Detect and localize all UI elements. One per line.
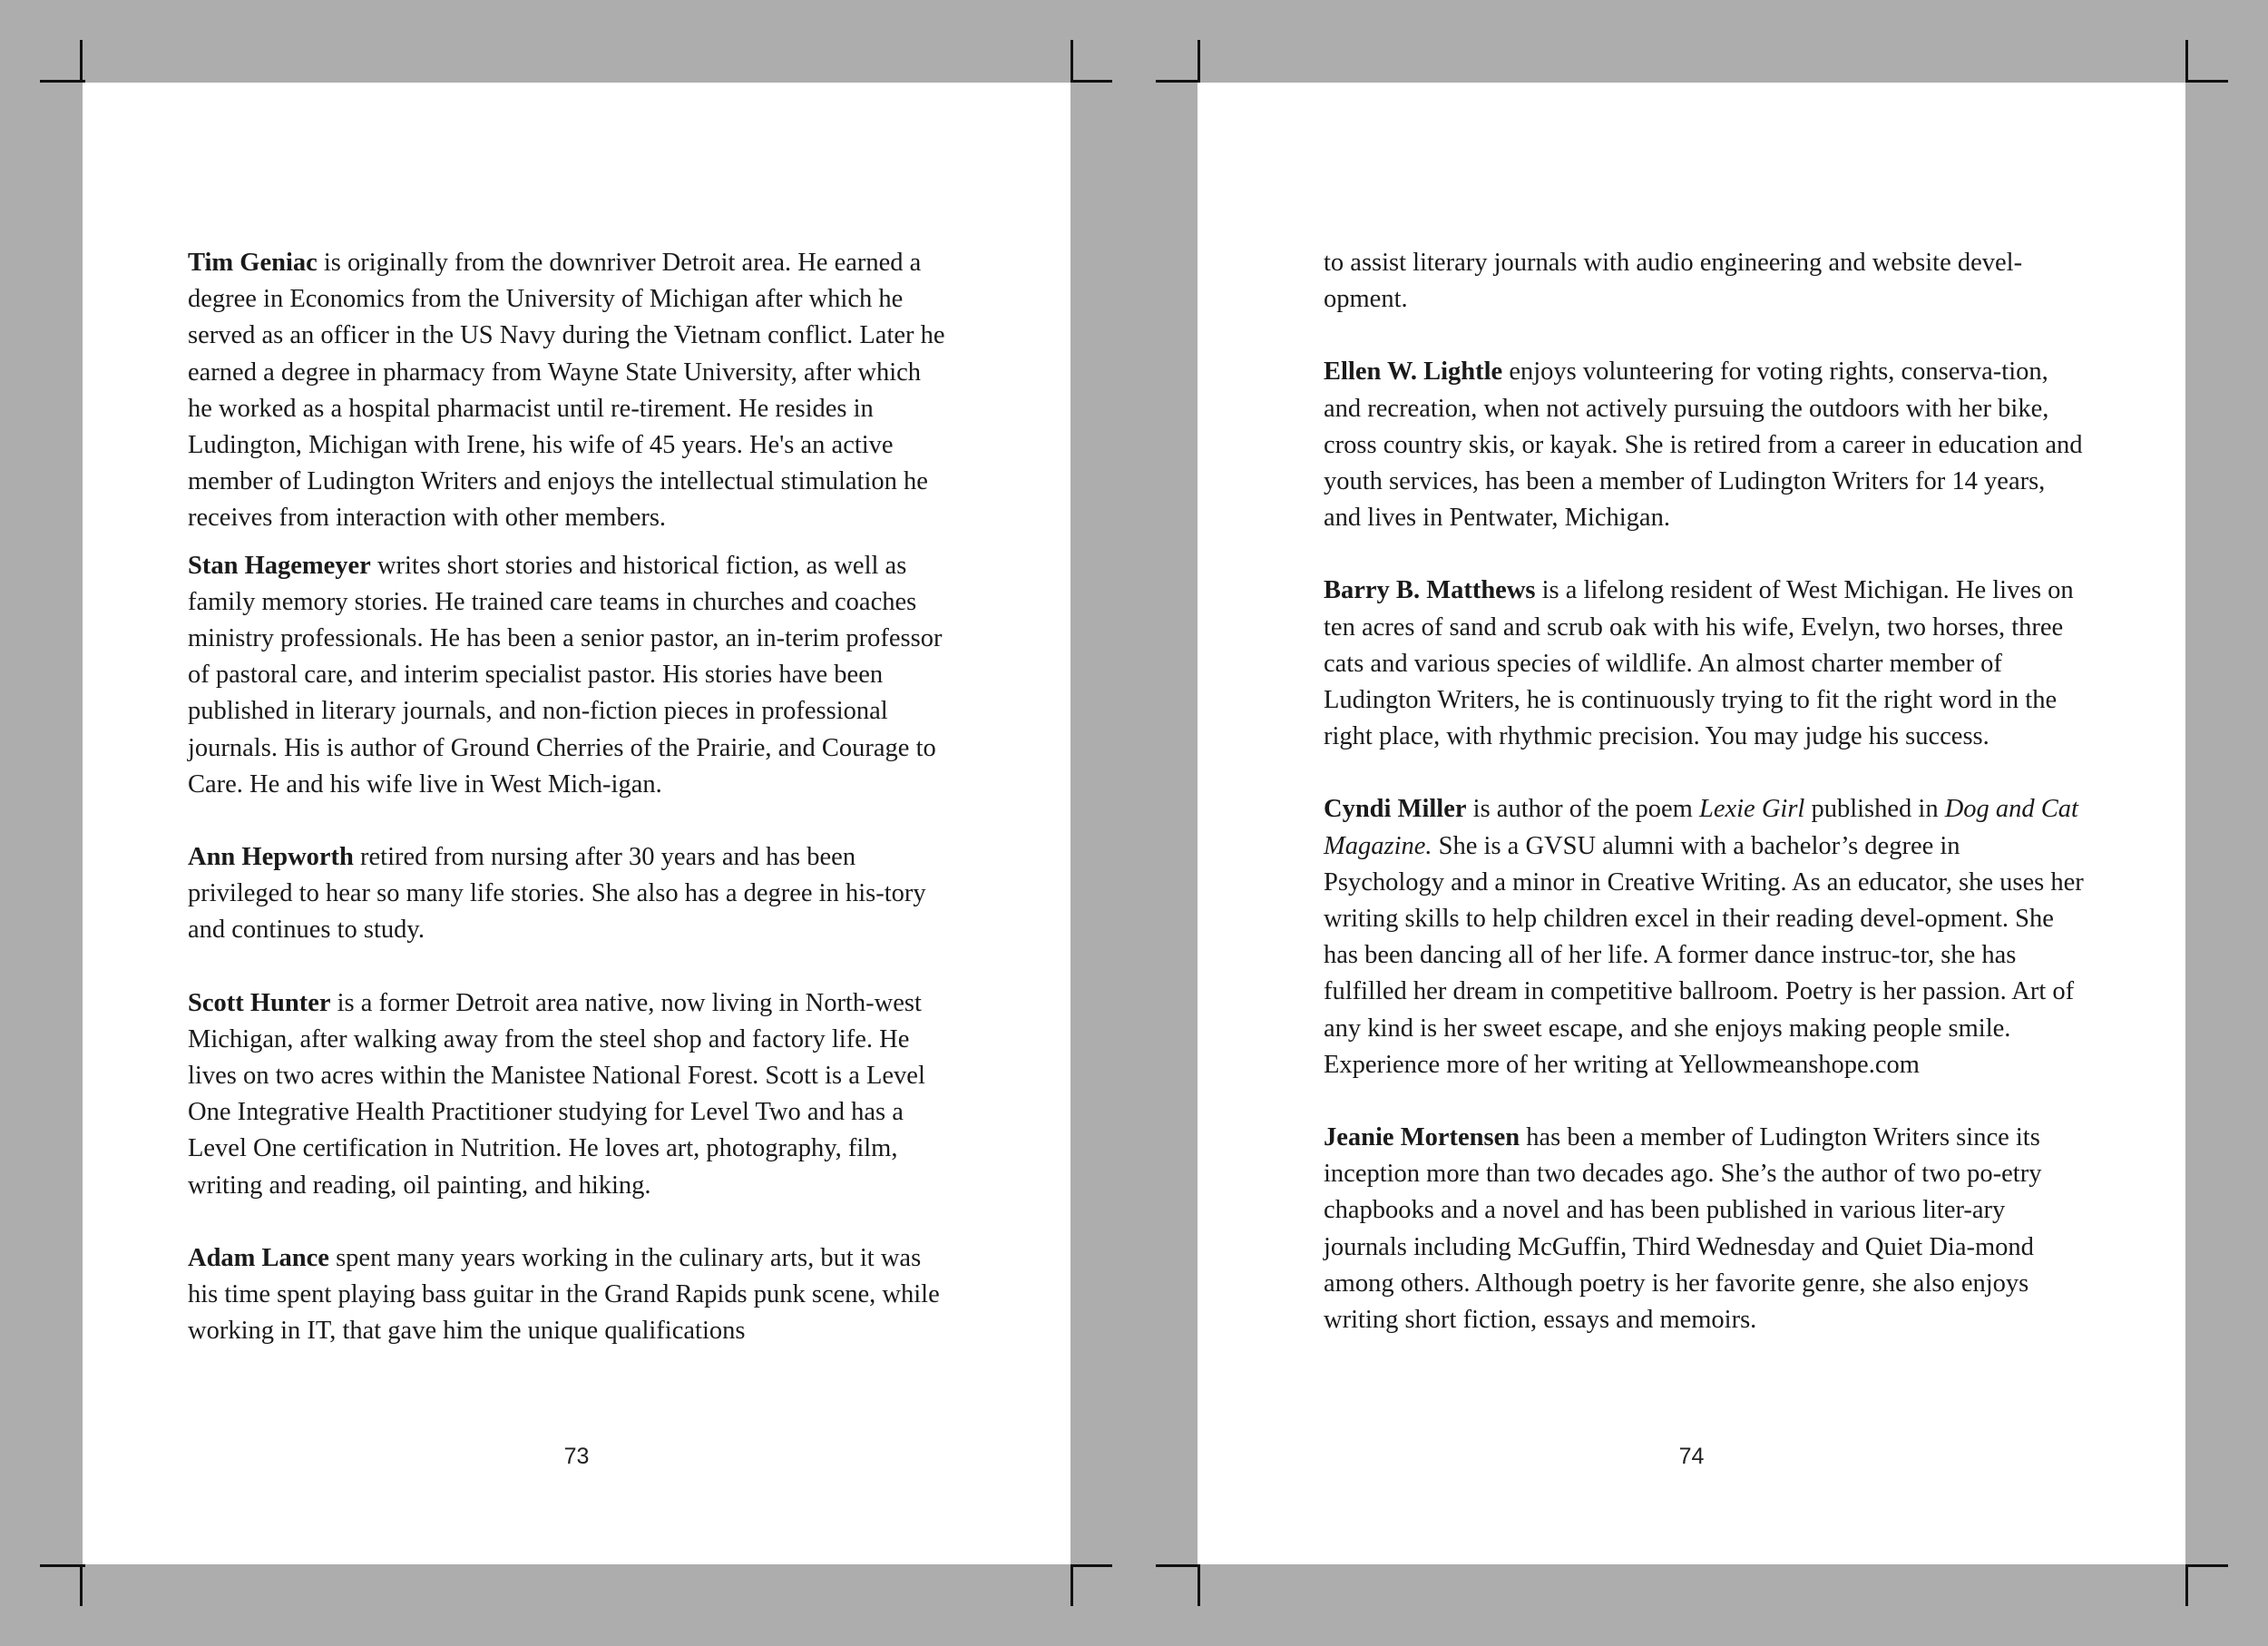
crop-mark: [80, 1564, 83, 1606]
bio-ann-hepworth: [188, 839, 950, 949]
crop-mark: [1070, 1564, 1073, 1606]
bio-text: retired from nursing after 30 years and has been privileged to hear so many life stories. She also has a degree in his-tory and continues to study.: [188, 843, 926, 945]
bio-name: Tim Geniac: [188, 249, 318, 277]
bio-name: Ann Hepworth: [188, 843, 354, 872]
crop-mark: [40, 80, 85, 83]
bio-text: enjoys volunteering for voting rights, conserva-tion, and recreation, when not actively pursuing the outdoors with her bike, cross country skis, or kayak. She is retired from a career in education and youth services, has been a member of Ludington Writers for 14 years, and lives in Pentwater, Michigan.: [1324, 358, 2083, 533]
bio-text: published in: [1804, 795, 1945, 824]
bio-text: is originally from the downriver Detroit area. He earned a degree in Economics from the University of Michigan after which he served as an officer in the US Navy during the Vietnam conflict. Later he earned a degree in pharmacy from Wayne State University, after which he worked as a hospital pharmacist until re-tirement. He resides in Ludington, Michigan with Irene, his wife of 45 years. He's an active member of Ludington Writers and enjoys the intellectual stimulation he receives from interaction with other members.: [188, 249, 945, 533]
bio-name: Barry B. Matthews: [1324, 576, 1536, 605]
bio-continuation: to assist literary journals with audio engineering and website devel-opment.: [1324, 249, 2023, 314]
bio-adam-lance: [188, 1240, 950, 1350]
page-right-text: [1324, 245, 2086, 1338]
page-right: [1198, 83, 2185, 1564]
bio-text: is a former Detroit area native, now living in North-west Michigan, after walking away from the steel shop and factory life. He lives on two acres within the Manistee National Forest. Scott is a Level One Integrative Health Practitioner studying for Level Two and has a Level One certification in Nutrition. He loves art, photography, film, writing and reading, oil painting, and hiking.: [188, 988, 925, 1200]
page-number: 74: [1678, 1444, 1705, 1469]
crop-mark: [80, 40, 83, 83]
bio-ellen-lightle: [1324, 354, 2086, 536]
crop-mark: [2185, 1564, 2228, 1567]
magazine-title: Dog and Cat Magazine.: [1324, 795, 2078, 860]
crop-mark: [1198, 40, 1200, 83]
bio-text: writes short stories and historical fiction, as well as family memory stories. He trained care teams in churches and coaches ministry professionals. He has been a senior pastor, an in-terim professor of pastoral care, and interim specialist pastor. His stories have been published in literary journals, and non-fiction pieces in professional journals. His is author of Ground Cherries of the Prairie, and Courage to Care. He and his wife live in West Mich-igan.: [188, 551, 943, 799]
crop-mark: [1156, 1564, 1200, 1567]
crop-mark: [2185, 1564, 2188, 1606]
crop-mark: [1198, 1564, 1200, 1606]
bio-text: spent many years working in the culinary arts, but it was his time spent playing bass guitar in the Grand Rapids punk scene, while working in IT, that gave him the unique qualifications: [188, 1243, 940, 1346]
bio-name: Jeanie Mortensen: [1324, 1123, 1520, 1152]
page-left-text: [188, 245, 950, 1349]
bio-text: is a lifelong resident of West Michigan. He lives on ten acres of sand and scrub oak with his wife, Evelyn, two horses, three cats and various species of wildlife. An almost charter member of Ludington Writers, he is continuously trying to fit the right word in the right place, with rhythmic precision. You may judge his success.: [1324, 576, 2074, 751]
bio-name: Stan Hagemeyer: [188, 551, 371, 580]
crop-mark: [1070, 1564, 1112, 1567]
page-number: 73: [563, 1444, 590, 1469]
bio-name: Ellen W. Lightle: [1324, 358, 1503, 387]
bio-name: Cyndi Miller: [1324, 795, 1467, 824]
bio-name: Adam Lance: [188, 1243, 329, 1272]
crop-mark: [2185, 80, 2228, 83]
bio-text: has been a member of Ludington Writers since its inception more than two decades ago. She’s the author of two po-etry chapbooks and a novel and has been published in various liter-ary journals including McGuffin, Third Wednesday and Quiet Dia-mond among others. Although poetry is her favorite genre, she also enjoys writing short fiction, essays and memoirs.: [1324, 1123, 2042, 1335]
crop-mark: [40, 1564, 85, 1567]
bio-tim-geniac: [188, 245, 950, 537]
crop-mark: [2185, 40, 2188, 83]
bio-stan-hagemeyer: [188, 548, 950, 803]
crop-mark: [1156, 80, 1200, 83]
bio-jeanie-mortensen: [1324, 1120, 2086, 1338]
crop-mark: [1070, 80, 1112, 83]
page-left: [83, 83, 1070, 1564]
bio-cyndi-miller: [1324, 791, 2086, 1083]
bio-scott-hunter: [188, 985, 950, 1204]
bio-text: is author of the poem: [1466, 795, 1699, 824]
bio-text: She is a GVSU alumni with a bachelor’s degree in Psychology and a minor in Creative Writing. As an educator, she uses her writing skills to help children excel in their reading devel-opment. She has been dancing all of her life. A former dance instruc-tor, she has fulfilled her dream in competitive ballroom. Poetry is her passion. Art of any kind is her sweet escape, and she enjoys making people smile. Experience more of her writing at Yellowmeanshope.com: [1324, 831, 2084, 1079]
bio-name: Scott Hunter: [188, 988, 331, 1017]
bio-barry-matthews: [1324, 573, 2086, 755]
poem-title: Lexie Girl: [1698, 795, 1805, 824]
crop-mark: [1070, 40, 1073, 83]
